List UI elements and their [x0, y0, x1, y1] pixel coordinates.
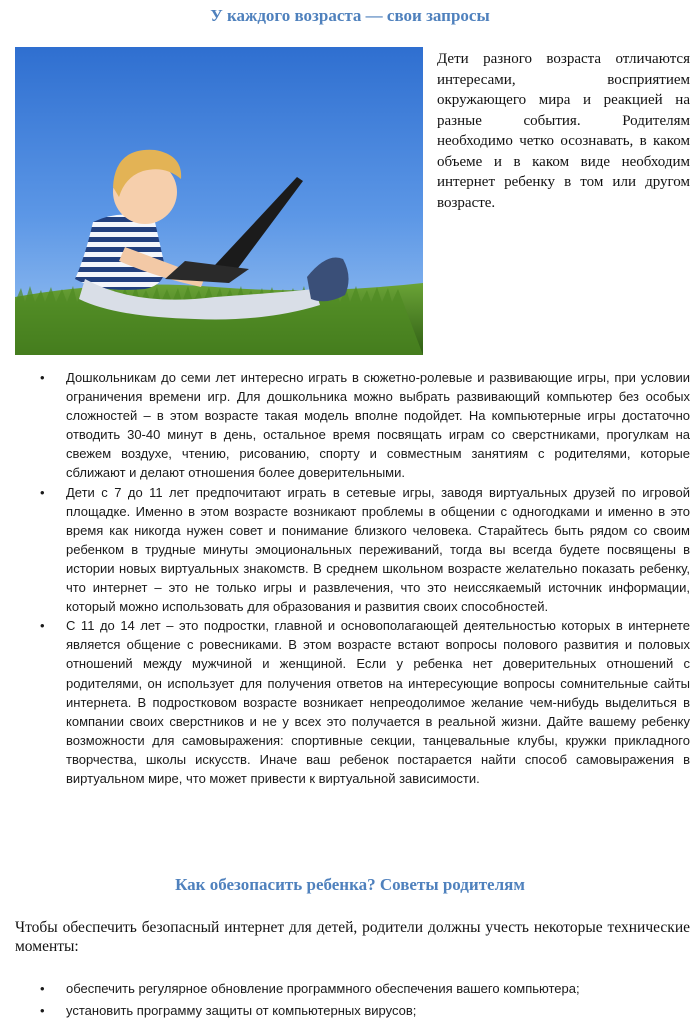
list-item-7-11: • Дети с 7 до 11 лет предпочитают играть в сетевые игры, заводя виртуальных друзей по игровой площадке. Именно в этом возрасте возникают проблемы в общении с одногодками и именно в это время как никогда нужен совет и понимание близкого человека. Старайтесь быть рядом со своим ребенком в трудные минуты эмоциональных переживаний, тогда вы всегда будете посвящены в истории новых виртуальных знакомств. В среднем школьном возрасте желательно показать ребенку, что интернет – это не только игры и развлечения, что это неиссякаемый источник информации, который можно использовать для образования и развития своих способностей.	[0, 483, 700, 617]
age-groups-list	[0, 368, 700, 788]
section-heading-safety-tips: Как обезопасить ребенка? Советы родителям	[175, 875, 525, 894]
list-item-preschool: • Дошкольникам до семи лет интересно играть в сюжетно-ролевые и развивающие игры, при условии ограничения времени игр. Для дошкольника можно выбрать развивающий компьютер без особых сложностей – в этом возрасте такая модель вполне подойдет. На компьютерные игры достаточно отводить 30-40 минут в день, остальное время посвящать играм со сверстниками, прогулкам на свежем воздухе, чтению, рисованию, спорту и совместным занятиям с родителями, которые сближают и делают отношения более доверительными.	[0, 368, 700, 483]
safety-intro-paragraph: Чтобы обеспечить безопасный интернет для детей, родители должны учесть некоторые технические моменты:	[15, 919, 690, 955]
list-item-antivirus: • установить программу защиты от компьютерных вирусов;	[0, 1000, 700, 1022]
list-item-software-update: • обеспечить регулярное обновление программного обеспечения вашего компьютера;	[0, 978, 700, 1000]
list-item-11-14: • С 11 до 14 лет – это подростки, главной и основополагающей деятельностью которых в интернете является общение с ровесниками. В этом возрасте встают вопросы полового развития и половых отношений между мужчиной и женщиной. Если у ребенка нет доверительных отношений с родителями, он использует для получения ответов на интересующие вопросы сомнительные сайты интернета. В подростковом возрасте возникает непреодолимое желание чем-нибудь выделиться в компании своих сверстников и не у всех это получается в реальной жизни. Дайте вашему ребенку возможности для самовыражения: спортивные секции, танцевальные клубы, кружки прикладного творчества, школы искусств. Иначе ваш ребенок постарается найти способ самовыражения в виртуальном мире, что может привести к виртуальной зависимости.	[0, 616, 700, 788]
section-heading-ages: У каждого возраста — свои запросы	[210, 6, 490, 25]
safety-tips-list	[0, 978, 700, 1022]
child-with-laptop-photo	[15, 47, 423, 355]
intro-paragraph: Дети разного возраста отличаются интересами, восприятием окружающего мира и реакцией на разные события. Родителям необходимо четко осознавать, в каком объеме и в каком виде необходим интернет ребенку в том или другом возрасте.	[437, 51, 690, 211]
